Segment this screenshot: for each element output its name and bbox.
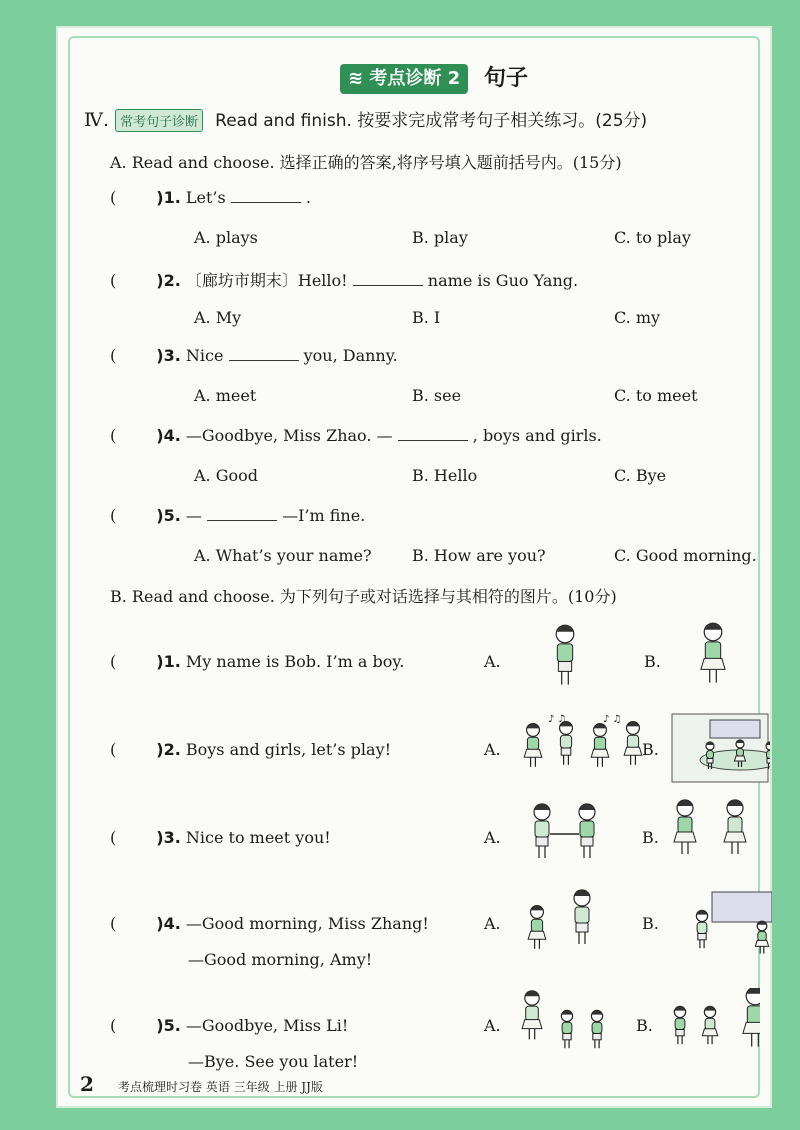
- question-line1: —Good morning, Miss Zhang!: [185, 914, 429, 933]
- partB-instruction: B. Read and choose. 为下列句子或对话选择与其相符的图片。(10分): [110, 587, 617, 606]
- option-a-label: A.: [484, 828, 501, 847]
- option-a-label: A.: [484, 1016, 501, 1035]
- question-number: )1.: [156, 652, 181, 671]
- question-number: )2.: [156, 271, 181, 290]
- option-c: C. to meet: [614, 386, 698, 405]
- roman-numeral: Ⅳ.: [84, 109, 110, 131]
- option-a: A. meet: [194, 386, 257, 405]
- part-instruction: Read and finish. 按要求完成常考句子相关练习。(25分): [215, 111, 648, 131]
- boy-figure-illustration: [540, 620, 590, 702]
- answer-blank: [353, 271, 423, 286]
- option-b-label: B.: [642, 828, 659, 847]
- option-b-label: B.: [642, 914, 659, 933]
- question-row: [110, 1016, 348, 1035]
- option-b-label: B.: [644, 652, 661, 671]
- answer-paren[interactable]: (: [110, 506, 117, 525]
- section-title: 句子: [484, 66, 529, 91]
- page-number: 2: [80, 1072, 94, 1096]
- option-a: A. plays: [194, 228, 258, 247]
- question-row: [110, 914, 429, 933]
- option-a-label: A.: [484, 740, 501, 759]
- answer-paren[interactable]: (: [110, 346, 117, 365]
- teacher-and-kids-illustration: [660, 988, 760, 1068]
- question-row: [110, 740, 391, 759]
- question-row: [110, 506, 365, 525]
- question-number: )4.: [156, 914, 181, 933]
- option-b: B. How are you?: [412, 546, 546, 565]
- question-number: )5.: [156, 506, 181, 525]
- question-line1: Nice to meet you!: [185, 828, 331, 847]
- answer-paren[interactable]: (: [110, 271, 117, 290]
- question-row: [110, 426, 602, 445]
- option-a: A. What’s your name?: [194, 546, 372, 565]
- option-a-label: A.: [484, 652, 501, 671]
- svg-text:♪ ♫: ♪ ♫: [603, 714, 622, 725]
- answer-blank: [207, 506, 277, 521]
- answer-paren[interactable]: (: [110, 828, 117, 847]
- option-c: C. to play: [614, 228, 691, 247]
- question-text-post: name is Guo Yang.: [427, 271, 579, 290]
- two-kids-waving-illustration: [660, 796, 760, 874]
- question-text-pre: Nice: [185, 346, 224, 365]
- option-b: B. play: [412, 228, 468, 247]
- part-heading: [84, 106, 647, 132]
- option-c: C. Bye: [614, 466, 667, 485]
- question-line2: —Good morning, Amy!: [188, 950, 373, 969]
- classroom-scene-illustration: [670, 712, 770, 788]
- option-b: B. see: [412, 386, 462, 405]
- partA-instruction: A. Read and choose. 选择正确的答案,将序号填入题前括号内。(15分): [110, 153, 622, 172]
- option-a: A. Good: [194, 466, 259, 485]
- answer-paren[interactable]: (: [110, 914, 117, 933]
- answer-paren[interactable]: (: [110, 652, 117, 671]
- section-label: ≋ 考点诊断 2: [340, 64, 468, 94]
- svg-text:♪ ♫: ♪ ♫: [548, 714, 567, 725]
- question-number: )4.: [156, 426, 181, 445]
- answer-paren[interactable]: (: [110, 740, 117, 759]
- question-number: )3.: [156, 828, 181, 847]
- option-a-label: A.: [484, 914, 501, 933]
- question-number: )5.: [156, 1016, 181, 1035]
- bowing-greeting-illustration: [512, 886, 622, 960]
- question-line2: —Bye. See you later!: [188, 1052, 359, 1071]
- answer-paren[interactable]: (: [110, 188, 117, 207]
- children-dancing-illustration: [508, 712, 658, 786]
- answer-blank: [229, 346, 299, 361]
- option-b: B. I: [412, 308, 441, 327]
- question-row: [110, 652, 404, 671]
- girl-figure-illustration: [688, 618, 738, 702]
- question-row: [110, 346, 398, 365]
- question-text-post: —I’m fine.: [282, 506, 366, 525]
- question-text-pre: Let’s: [185, 188, 226, 207]
- question-text-pre: —Goodbye, Miss Zhao. —: [185, 426, 393, 445]
- question-line1: My name is Bob. I’m a boy.: [185, 652, 405, 671]
- question-row: [110, 268, 578, 291]
- question-number: )3.: [156, 346, 181, 365]
- question-line1: Boys and girls, let’s play!: [185, 740, 392, 759]
- question-text-pre: 〔廊坊市期末〕Hello!: [185, 271, 348, 290]
- option-c: C. Good morning.: [614, 546, 757, 565]
- handshake-illustration: [512, 800, 622, 874]
- answer-paren[interactable]: (: [110, 426, 117, 445]
- question-text-pre: —: [185, 506, 202, 525]
- teacher-at-board-illustration: [672, 886, 772, 962]
- question-row: [110, 828, 331, 847]
- question-row: [110, 188, 311, 207]
- option-a: A. My: [194, 308, 242, 327]
- question-number: )2.: [156, 740, 181, 759]
- option-b-label: B.: [636, 1016, 653, 1035]
- question-number: )1.: [156, 188, 181, 207]
- answer-blank: [398, 426, 468, 441]
- kids-waving-goodbye-illustration: [512, 988, 622, 1068]
- part-tag: 常考句子诊断: [115, 109, 203, 132]
- question-text-post: .: [305, 188, 311, 207]
- question-text-post: , boys and girls.: [472, 426, 602, 445]
- question-text-post: you, Danny.: [303, 346, 398, 365]
- question-line1: —Goodbye, Miss Li!: [185, 1016, 349, 1035]
- answer-paren[interactable]: (: [110, 1016, 117, 1035]
- option-b-label: B.: [642, 740, 659, 759]
- option-c: C. my: [614, 308, 661, 327]
- option-b: B. Hello: [412, 466, 478, 485]
- answer-blank: [231, 188, 301, 203]
- footer-text: 考点梳理时习卷 英语 三年级 上册 JJ版: [118, 1080, 323, 1094]
